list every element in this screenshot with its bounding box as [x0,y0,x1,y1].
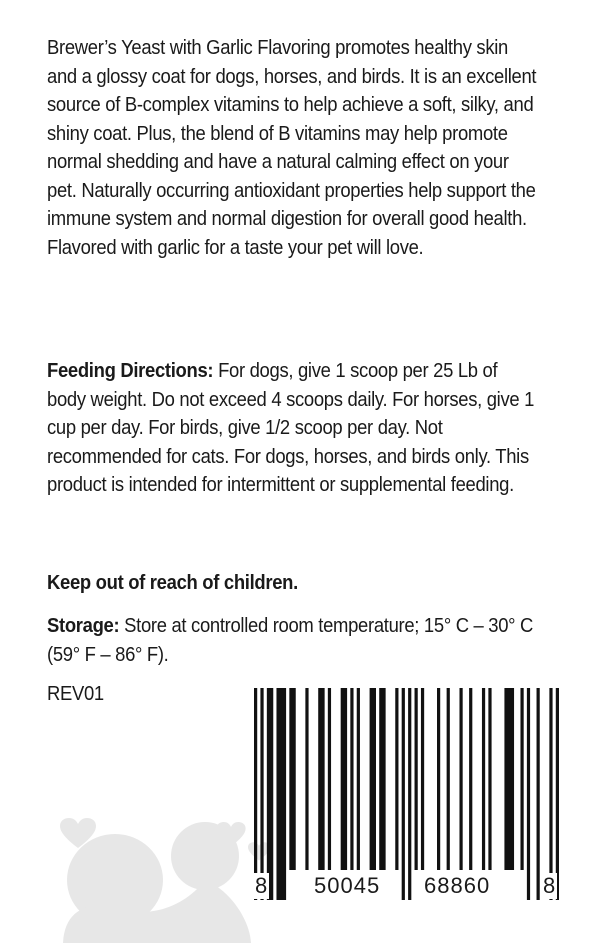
barcode-bar [437,688,440,870]
child-warning [47,569,497,598]
storage-label: Storage: [47,614,120,637]
barcode-bar [328,688,331,870]
barcode-bar [267,688,273,900]
revision-code-text: REV01 [47,682,104,705]
child-warning-text: Keep out of reach of children. [47,571,298,594]
barcode-bar [318,688,324,870]
barcode-bar [350,688,353,870]
barcode-bar [537,688,540,900]
barcode-bar [415,688,418,870]
barcode-bar [469,688,472,870]
barcode-bar [520,688,523,870]
barcode-bar [379,688,385,870]
barcode-bar [504,688,514,870]
barcode-group-left: 50045 [314,873,381,898]
barcode-bar [305,688,308,870]
barcode-bar [482,688,485,870]
storage-instructions [47,612,538,669]
feeding-directions-label: Feeding Directions: [47,359,214,382]
barcode-bar [459,688,462,870]
heart-icon [60,818,96,850]
barcode-bar [395,688,398,870]
product-description [47,34,538,262]
barcode-digit-left: 8 [255,873,268,898]
product-description-text: Brewer’s Yeast with Garlic Flavoring promotes healthy skin and a glossy coat for dogs, horses, and birds. It is an excellent source of B-complex vitamins to help achieve a soft, silky, and shiny coat. Plus, the blend of B vitamins may help promote normal shedding and have a natural calming effect on your pet. Naturally occurring antioxidant properties help support the immune system and normal digestion for overall good health. Flavored with garlic for a taste your pet will love. [47,36,537,259]
barcode-bar [260,688,263,900]
barcode-group-right: 68860 [424,873,491,898]
storage-text: Store at controlled room temperature; 15° C – 30° C (59° F – 86° F). [47,614,534,666]
barcode-bar [402,688,405,900]
feeding-directions-text: For dogs, give 1 scoop per 25 Lb of body weight. Do not exceed 4 scoops daily. For horses, give 1 cup per day. For birds, give 1/2 scoop per day. Not recommended for cats. For dogs, horses, and birds only. This product is intended for intermittent or supplemental feeding. [47,359,535,496]
barcode-bar [421,688,424,870]
barcode-bar [370,688,376,870]
feeding-directions [47,357,538,500]
barcode-bar [447,688,450,870]
barcode-bar [276,688,286,900]
upc-barcode [254,688,559,900]
barcode-bar [289,688,295,870]
barcode-digit-right: 8 [543,873,556,898]
barcode-bar [549,688,552,900]
barcode-bar [254,688,257,900]
barcode-bar [527,688,530,900]
barcode-bar [341,688,347,870]
barcode-bar [556,688,559,900]
barcode-bar [357,688,360,870]
barcode-bar [488,688,491,870]
heart-icon [216,822,246,848]
barcode-bar [408,688,411,900]
